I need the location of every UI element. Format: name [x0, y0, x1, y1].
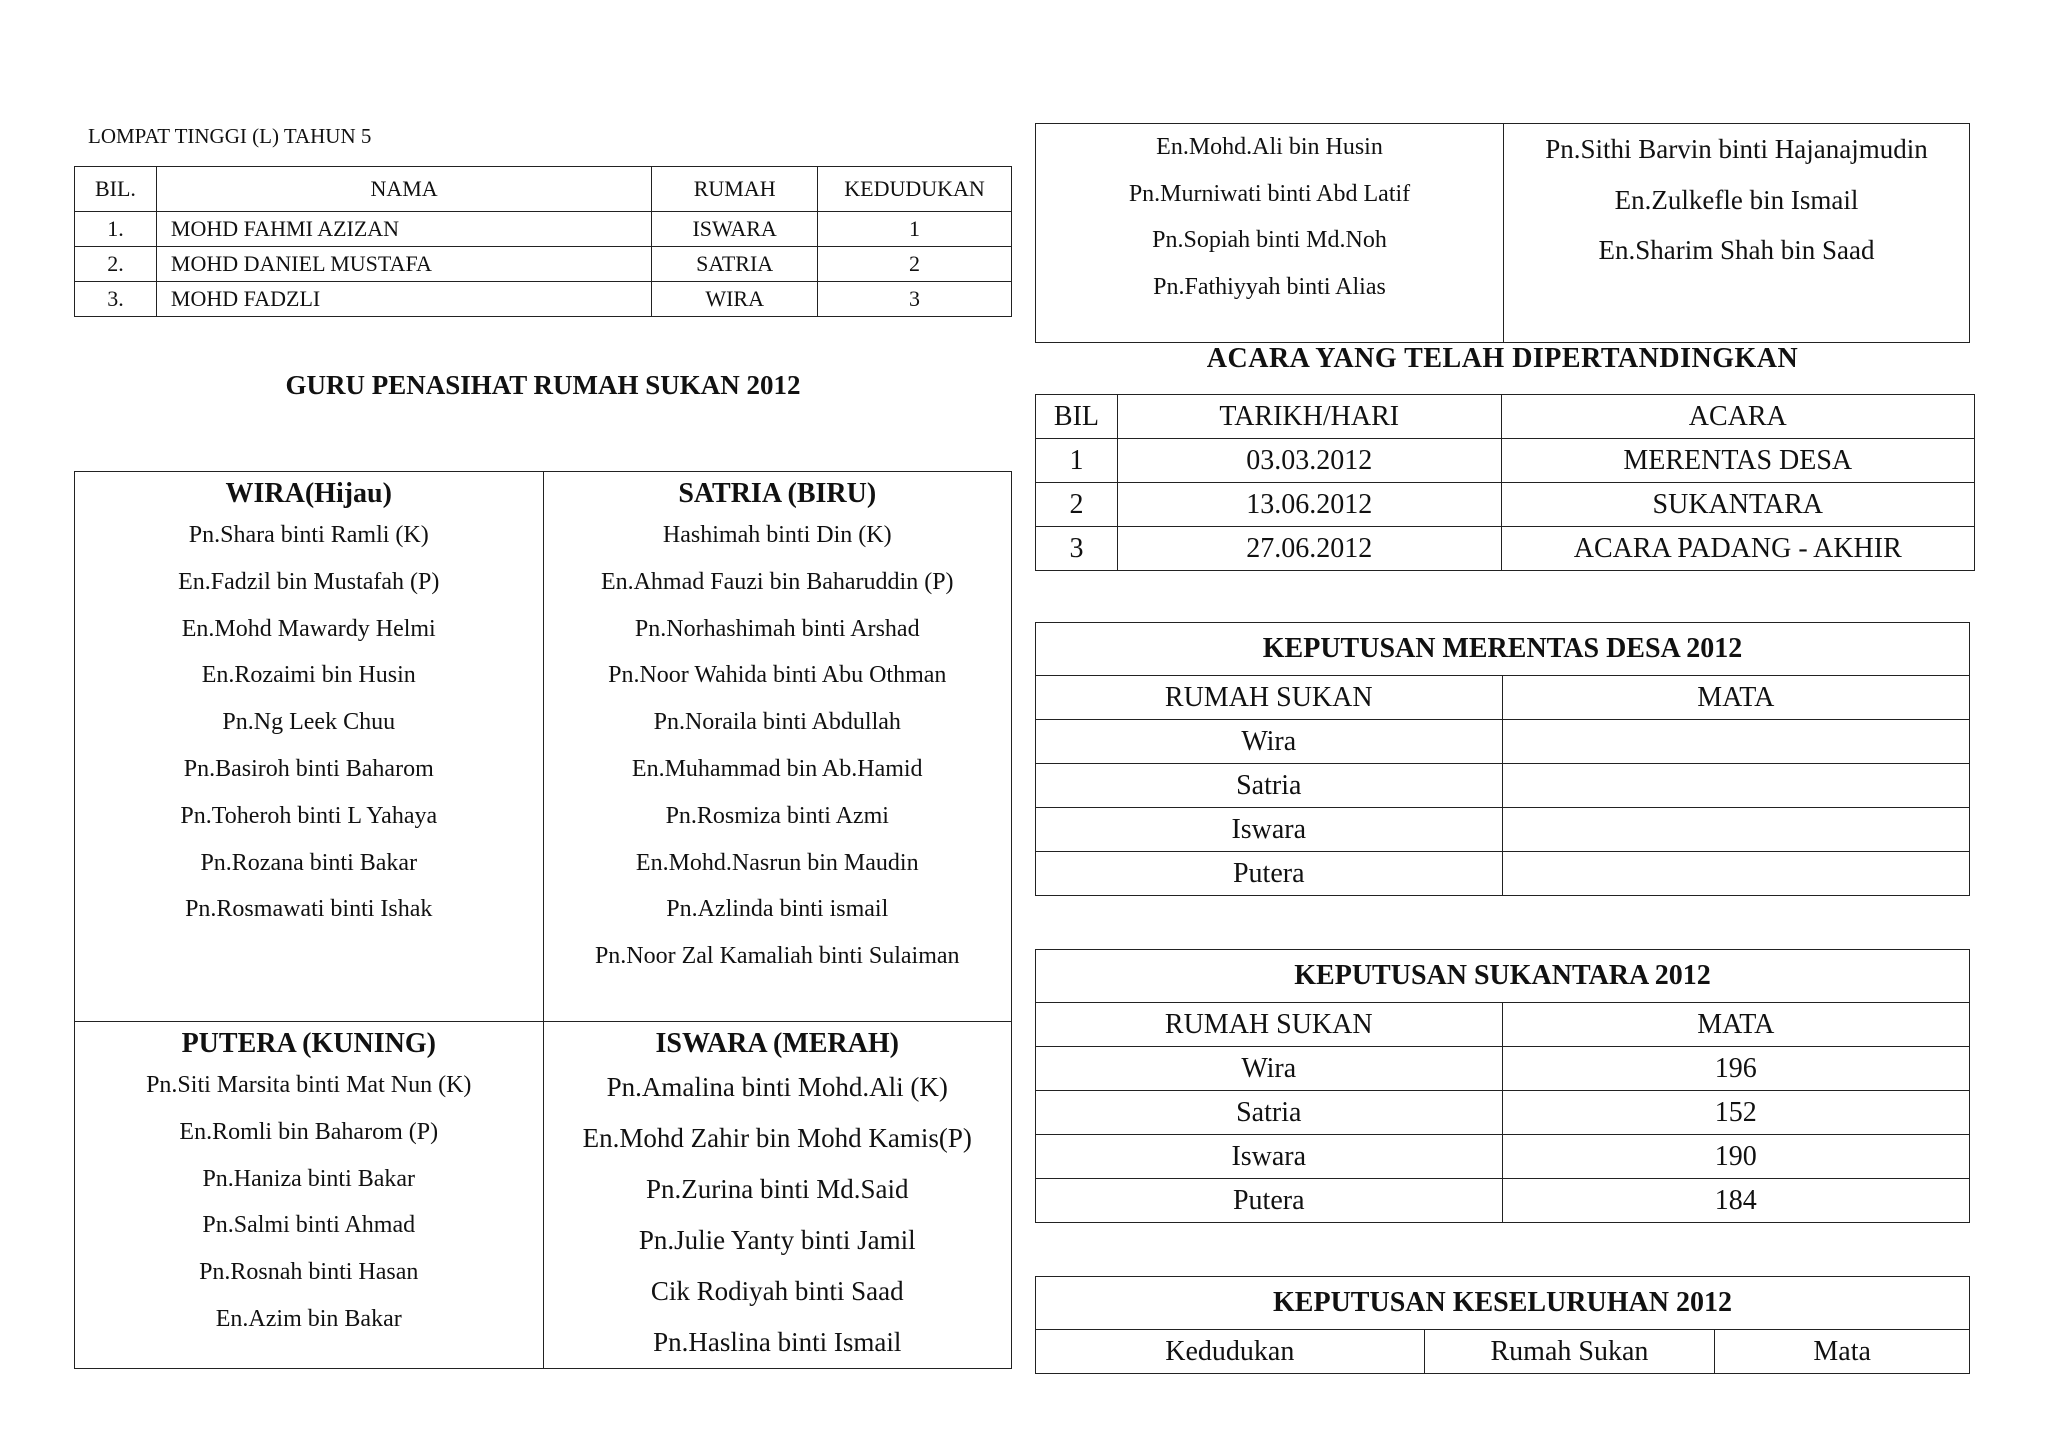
member-name: Pn.Rosnah binti Hasan — [199, 1259, 419, 1286]
member-name: En.Mohd Mawardy Helmi — [181, 615, 436, 642]
house-advisors-table — [74, 471, 1012, 1369]
member-name: Pn.Toheroh binti L Yahaya — [180, 802, 438, 829]
member-name: En.Zulkefle bin Ismail — [1614, 184, 1859, 215]
header-cell: Kedudukan — [1036, 1330, 1425, 1374]
member-name: En.Fadzil bin Mustafah (P) — [178, 568, 440, 595]
table-cell: 27.06.2012 — [1117, 527, 1501, 571]
member-name: Pn.Ng Leek Chuu — [222, 709, 396, 736]
member-name: Pn.Siti Marsita binti Mat Nun (K) — [146, 1072, 472, 1098]
header-cell: MATA — [1502, 1003, 1969, 1047]
house-title: PUTERA (KUNING) — [181, 1028, 436, 1059]
table-cell: MOHD FAHMI AZIZAN — [156, 212, 651, 247]
house-satria — [543, 472, 1012, 1022]
table-header-row — [75, 167, 1012, 212]
lompat-tinggi-table — [74, 166, 1012, 317]
table-cell: Satria — [1036, 764, 1503, 808]
member-name: Pn.Basiroh binti Baharom — [183, 755, 434, 782]
table-row — [1036, 1179, 1970, 1223]
header-cell: MATA — [1502, 676, 1969, 720]
house-title: SATRIA (BIRU) — [678, 478, 877, 509]
table-row — [1036, 852, 1970, 896]
house-title: ISWARA (MERAH) — [655, 1028, 899, 1059]
member-name: Pn.Murniwati binti Abd Latif — [1128, 180, 1411, 207]
table-cell: 3. — [75, 282, 157, 317]
advisors-right-column — [1504, 124, 1970, 343]
member-name: Pn.Azlinda binti ismail — [666, 896, 889, 923]
header-cell: RUMAH SUKAN — [1036, 676, 1503, 720]
house-iswara — [543, 1022, 1012, 1369]
table-cell: MOHD FADZLI — [156, 282, 651, 317]
table-cell: 1 — [818, 212, 1012, 247]
table-row — [1036, 764, 1970, 808]
table-row — [1036, 808, 1970, 852]
member-name: Pn.Fathiyyah binti Alias — [1153, 273, 1386, 300]
member-name: Pn.Rosmawati binti Ishak — [185, 896, 433, 923]
table-cell: WIRA — [652, 282, 818, 317]
table-cell: Wira — [1036, 1047, 1503, 1091]
member-name: Hashimah binti Din (K) — [662, 522, 892, 548]
header-cell: NAMA — [156, 167, 651, 212]
member-name: Pn.Rosmiza binti Azmi — [665, 802, 889, 829]
table-cell: ACARA PADANG - AKHIR — [1501, 527, 1974, 571]
table-header-row — [1036, 1003, 1970, 1047]
table-header-row — [1036, 1330, 1970, 1374]
table-cell: SUKANTARA — [1501, 483, 1974, 527]
table-cell — [1502, 852, 1969, 896]
table-cell: 196 — [1502, 1047, 1969, 1091]
member-name: Pn.Norhashimah binti Arshad — [634, 615, 920, 642]
house-putera — [75, 1022, 544, 1369]
table-cell: 3 — [1036, 527, 1118, 571]
member-name: Pn.Noraila binti Abdullah — [653, 709, 901, 736]
table-row — [1036, 1135, 1970, 1179]
table-cell — [1502, 808, 1969, 852]
table-cell: Iswara — [1036, 1135, 1503, 1179]
member-name: En.Sharim Shah bin Saad — [1598, 235, 1875, 265]
table-row — [1036, 1091, 1970, 1135]
table-row — [75, 212, 1012, 247]
header-cell: RUMAH SUKAN — [1036, 1003, 1503, 1047]
header-cell: Rumah Sukan — [1424, 1330, 1715, 1374]
member-name: Pn.Salmi binti Ahmad — [202, 1212, 416, 1239]
member-name: Pn.Haniza binti Bakar — [202, 1165, 416, 1192]
table-cell: Iswara — [1036, 808, 1503, 852]
table-row — [1036, 124, 1970, 343]
table-row — [75, 282, 1012, 317]
table-row — [75, 472, 1012, 1022]
member-name: En.Azim bin Bakar — [215, 1305, 402, 1332]
member-name: En.Mohd.Nasrun bin Maudin — [635, 849, 919, 876]
member-name: Pn.Sithi Barvin binti Hajanajmudin — [1545, 134, 1928, 164]
table-cell: Putera — [1036, 1179, 1503, 1223]
table-title-row — [1036, 623, 1970, 676]
member-name: Pn.Julie Yanty binti Jamil — [638, 1225, 916, 1255]
table-cell: 03.03.2012 — [1117, 439, 1501, 483]
table-row — [1036, 439, 1975, 483]
lompat-tinggi-heading: LOMPAT TINGGI (L) TAHUN 5 — [88, 124, 372, 148]
table-cell: 1 — [1036, 439, 1118, 483]
merentas-desa-results-table — [1035, 622, 1970, 896]
header-cell: ACARA — [1501, 395, 1974, 439]
table-title: KEPUTUSAN SUKANTARA 2012 — [1036, 950, 1970, 1003]
guru-penasihat-heading: GURU PENASIHAT RUMAH SUKAN 2012 — [285, 370, 801, 400]
table-row — [1036, 720, 1970, 764]
table-title-row — [1036, 950, 1970, 1003]
keseluruhan-results-table — [1035, 1276, 1970, 1374]
member-name: En.Rozaimi bin Husin — [201, 662, 416, 689]
member-name: Cik Rodiyah binti Saad — [650, 1276, 904, 1306]
member-name: En.Mohd Zahir bin Mohd Kamis(P) — [582, 1123, 972, 1153]
table-cell: 190 — [1502, 1135, 1969, 1179]
table-header-row — [1036, 395, 1975, 439]
house-title: WIRA(Hijau) — [225, 478, 392, 509]
table-title: KEPUTUSAN KESELURUHAN 2012 — [1036, 1277, 1970, 1330]
header-cell: KEDUDUKAN — [818, 167, 1012, 212]
member-name: En.Romli bin Baharom (P) — [179, 1118, 439, 1145]
header-cell: RUMAH — [652, 167, 818, 212]
table-cell: 2 — [818, 247, 1012, 282]
member-name: En.Ahmad Fauzi bin Baharuddin (P) — [600, 568, 954, 595]
table-cell: 152 — [1502, 1091, 1969, 1135]
table-header-row — [1036, 676, 1970, 720]
table-cell: 2. — [75, 247, 157, 282]
member-name: Pn.Haslina binti Ismail — [653, 1327, 902, 1357]
table-row — [1036, 483, 1975, 527]
table-cell: MOHD DANIEL MUSTAFA — [156, 247, 651, 282]
table-cell: MERENTAS DESA — [1501, 439, 1974, 483]
table-cell — [1502, 720, 1969, 764]
table-cell: ISWARA — [652, 212, 818, 247]
table-cell: Putera — [1036, 852, 1503, 896]
table-title: KEPUTUSAN MERENTAS DESA 2012 — [1036, 623, 1970, 676]
header-cell: TARIKH/HARI — [1117, 395, 1501, 439]
member-name: Pn.Rozana binti Bakar — [200, 849, 418, 876]
house-wira — [75, 472, 544, 1022]
advisors-left-column — [1036, 124, 1504, 343]
table-cell: 184 — [1502, 1179, 1969, 1223]
advisors-continued-box — [1035, 123, 1970, 343]
table-row — [75, 1022, 1012, 1369]
table-row — [75, 247, 1012, 282]
table-title-row — [1036, 1277, 1970, 1330]
header-cell: BIL — [1036, 395, 1118, 439]
table-row — [1036, 1047, 1970, 1091]
table-cell — [1502, 764, 1969, 808]
table-cell: 3 — [818, 282, 1012, 317]
member-name: Pn.Amalina binti Mohd.Ali (K) — [606, 1072, 948, 1102]
table-cell: 13.06.2012 — [1117, 483, 1501, 527]
member-name: En.Muhammad bin Ab.Hamid — [631, 755, 923, 782]
member-name: Pn.Sopiah binti Md.Noh — [1152, 227, 1387, 254]
acara-heading: ACARA YANG TELAH DIPERTANDINGKAN — [1206, 343, 1799, 374]
acara-table — [1035, 394, 1975, 571]
table-cell: 1. — [75, 212, 157, 247]
member-name: Pn.Zurina binti Md.Said — [646, 1174, 909, 1204]
member-name: Pn.Noor Wahida binti Abu Othman — [608, 662, 947, 689]
header-cell: BIL. — [75, 167, 157, 212]
table-cell: 2 — [1036, 483, 1118, 527]
table-row — [1036, 527, 1975, 571]
sukantara-results-table — [1035, 949, 1970, 1223]
table-cell: SATRIA — [652, 247, 818, 282]
member-name: Pn.Shara binti Ramli (K) — [188, 522, 429, 548]
member-name: En.Mohd.Ali bin Husin — [1156, 134, 1383, 160]
member-name: Pn.Noor Zal Kamaliah binti Sulaiman — [594, 943, 960, 970]
table-cell: Satria — [1036, 1091, 1503, 1135]
table-cell: Wira — [1036, 720, 1503, 764]
header-cell: Mata — [1715, 1330, 1970, 1374]
